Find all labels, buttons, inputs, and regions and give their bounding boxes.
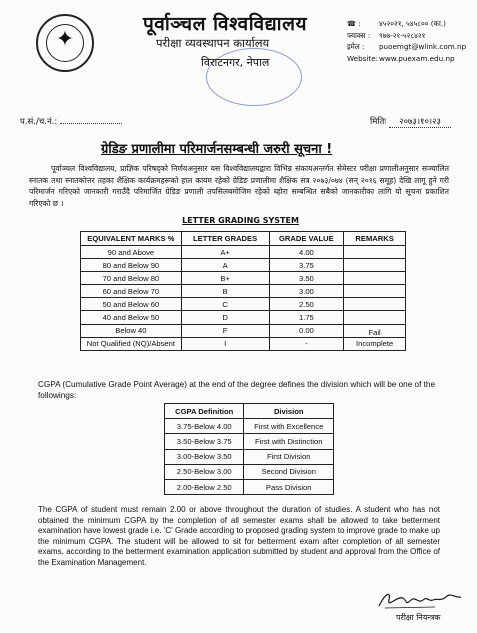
table-row	[165, 419, 334, 434]
division-table	[164, 403, 334, 495]
table-cell: 90 and Above	[81, 246, 182, 259]
table-cell: 60 and Below 70	[81, 285, 182, 298]
table-cell: 3.50	[269, 272, 344, 285]
contact-value: www.puexam.edu.np	[379, 53, 455, 63]
table-cell: 0.00	[269, 324, 344, 337]
table-cell: -	[269, 337, 344, 350]
table-cell: Not Qualified (NQ)/Absent	[81, 337, 182, 350]
column-header: REMARKS	[344, 232, 406, 246]
table-cell: Fail	[344, 324, 406, 337]
table-cell	[344, 259, 406, 272]
contact-phone	[347, 18, 466, 30]
table-cell: C	[181, 298, 269, 311]
table-row	[81, 259, 406, 272]
table-cell	[344, 285, 406, 298]
table-cell	[344, 272, 406, 285]
contact-email	[347, 41, 466, 53]
contact-fax	[347, 30, 466, 42]
contact-label: इमेल :	[347, 42, 365, 51]
table-cell: 2.50	[269, 298, 344, 311]
table-row	[81, 285, 406, 298]
table-cell: D	[181, 311, 269, 324]
cgpa-note: CGPA (Cumulative Grade Point Average) at the end of the degree defines the division which will be one of the followings:	[38, 380, 436, 400]
table-row	[165, 449, 334, 464]
grading-table-title: LETTER GRADING SYSTEM	[182, 216, 299, 225]
table-cell: 3.75-Below 4.00	[165, 419, 244, 434]
table-cell: 3.00-Below 3.50	[165, 449, 244, 464]
handwritten-signature	[375, 588, 465, 612]
date-value: २०७३।१०।२३	[389, 116, 451, 128]
contact-value: ९७७-२१-५२८४२१	[379, 30, 426, 40]
table-cell: Second Division	[244, 464, 334, 479]
table-cell: First Division	[244, 449, 334, 464]
contact-label: फ्याक्स :	[347, 30, 371, 40]
letter-grading-table	[80, 231, 406, 351]
table-cell: 3.50-Below 3.75	[165, 434, 244, 449]
final-paragraph: The CGPA of student must remain 2.00 or above throughout the duration of studies. A student who has not obtained the minimum CGPA by the completion of all semester exams shall be allowed to take betterment examination have lowest grade i.e. 'C' Grade according to proposed grading system to improve grade to make up the minimum CGPA. The student will be allowed to sit for betterment exam after completion of all semester exams, according to the betterment examination application submitted by student and approval from the Office of the Examination Management.	[38, 505, 440, 567]
table-row	[81, 246, 406, 259]
signature-title: परीक्षा नियन्त्रक	[396, 613, 441, 622]
table-row	[165, 434, 334, 449]
table-cell: 1.75	[269, 311, 344, 324]
column-header: LETTER GRADES	[181, 232, 269, 246]
column-header: Division	[244, 404, 334, 419]
table-cell	[344, 246, 406, 259]
table-header-row	[165, 404, 334, 419]
table-cell: 3.00	[269, 285, 344, 298]
table-cell: 40 and Below 50	[81, 311, 182, 324]
table-row	[81, 272, 406, 285]
table-cell: 4.00	[269, 246, 344, 259]
table-row	[165, 479, 334, 494]
reference-dotted-line	[60, 123, 122, 124]
contact-label: Website:	[347, 53, 379, 63]
table-cell	[344, 311, 406, 324]
table-cell: Pass Division	[244, 479, 334, 494]
table-cell: A	[181, 259, 269, 272]
university-logo-seal	[36, 14, 94, 72]
city-name: विराटनगर, नेपाल	[201, 56, 270, 69]
table-cell: I	[181, 337, 269, 350]
table-cell: 3.75	[269, 259, 344, 272]
star-icon: ✦	[55, 27, 75, 52]
table-cell: 2.00-Below 2.50	[165, 479, 244, 494]
column-header: GRADE VALUE	[269, 232, 344, 246]
table-row	[165, 464, 334, 479]
table-cell: Below 40	[81, 324, 182, 337]
reference-number	[20, 116, 122, 127]
date-label: मितिः	[370, 117, 387, 127]
table-row	[81, 311, 406, 324]
table-row	[81, 337, 406, 350]
column-header: CGPA Definition	[165, 404, 244, 419]
reference-label: प.सं./च.नं.:	[20, 117, 58, 127]
table-cell	[344, 298, 406, 311]
table-cell: B	[181, 285, 269, 298]
table-cell: Incomplete	[344, 337, 406, 350]
notice-date	[370, 116, 451, 128]
table-cell: 2.50-Below 3.00	[165, 464, 244, 479]
table-cell: 80 and Below 90	[81, 259, 182, 272]
column-header: EQUIVALENT MARKS %	[81, 232, 182, 246]
table-row	[81, 298, 406, 311]
contact-label: ☎ :	[347, 19, 361, 28]
contact-value: ४५२०२१, ५४५८०० (का.)	[379, 19, 446, 28]
contact-block	[347, 18, 466, 64]
university-name: पूर्वाञ्चल विश्वविद्यालय	[143, 13, 307, 35]
table-cell: First with Excellence	[244, 419, 334, 434]
table-cell: A+	[181, 246, 269, 259]
table-header-row	[81, 232, 406, 246]
notice-title: ग्रेडिङ प्रणालीमा परिमार्जनसम्बन्धी जरुरी सूचना !	[101, 142, 333, 157]
table-row	[81, 324, 406, 337]
table-cell: F	[181, 324, 269, 337]
office-name: परीक्षा व्यवस्थापन कार्यालय	[156, 36, 270, 50]
contact-website	[347, 53, 466, 65]
table-cell: 70 and Below 80	[81, 272, 182, 285]
notice-body: पूर्वाञ्चल विश्वविद्यालय, प्राज्ञिक परिषद्को निर्णयअनुसार यस विश्वविद्यालयद्वारा विभिन्न संकायअन्तर्गत सेमेस्टर परीक्षा प्रणालीअनुसार सञ्चालित स्नातक तथा स्नातकोत्तर तहका शैक्षिक कार्यक्रमहरूको हाल कायम रहेको ग्रेडिङ प्रणालीमा शैक्षिक सत्र २०७३/०७४ (सन् २०१६ समूह) देखि लागू हुने गरी परिमार्जन गरिएको जानकारी गराउँदै परिमार्जित ग्रेडिङ प्रणाली तपसिलबमोजिम रहेको ब्होरा सम्बन्धित सबैको जानकारीका लागि यो सूचना प्रकाशित गरिएको छ ।	[29, 164, 449, 208]
contact-value: puoemgt@wlink.com.np	[379, 42, 467, 51]
table-cell: B+	[181, 272, 269, 285]
table-cell: First with Distinction	[244, 434, 334, 449]
table-cell: 50 and Below 60	[81, 298, 182, 311]
